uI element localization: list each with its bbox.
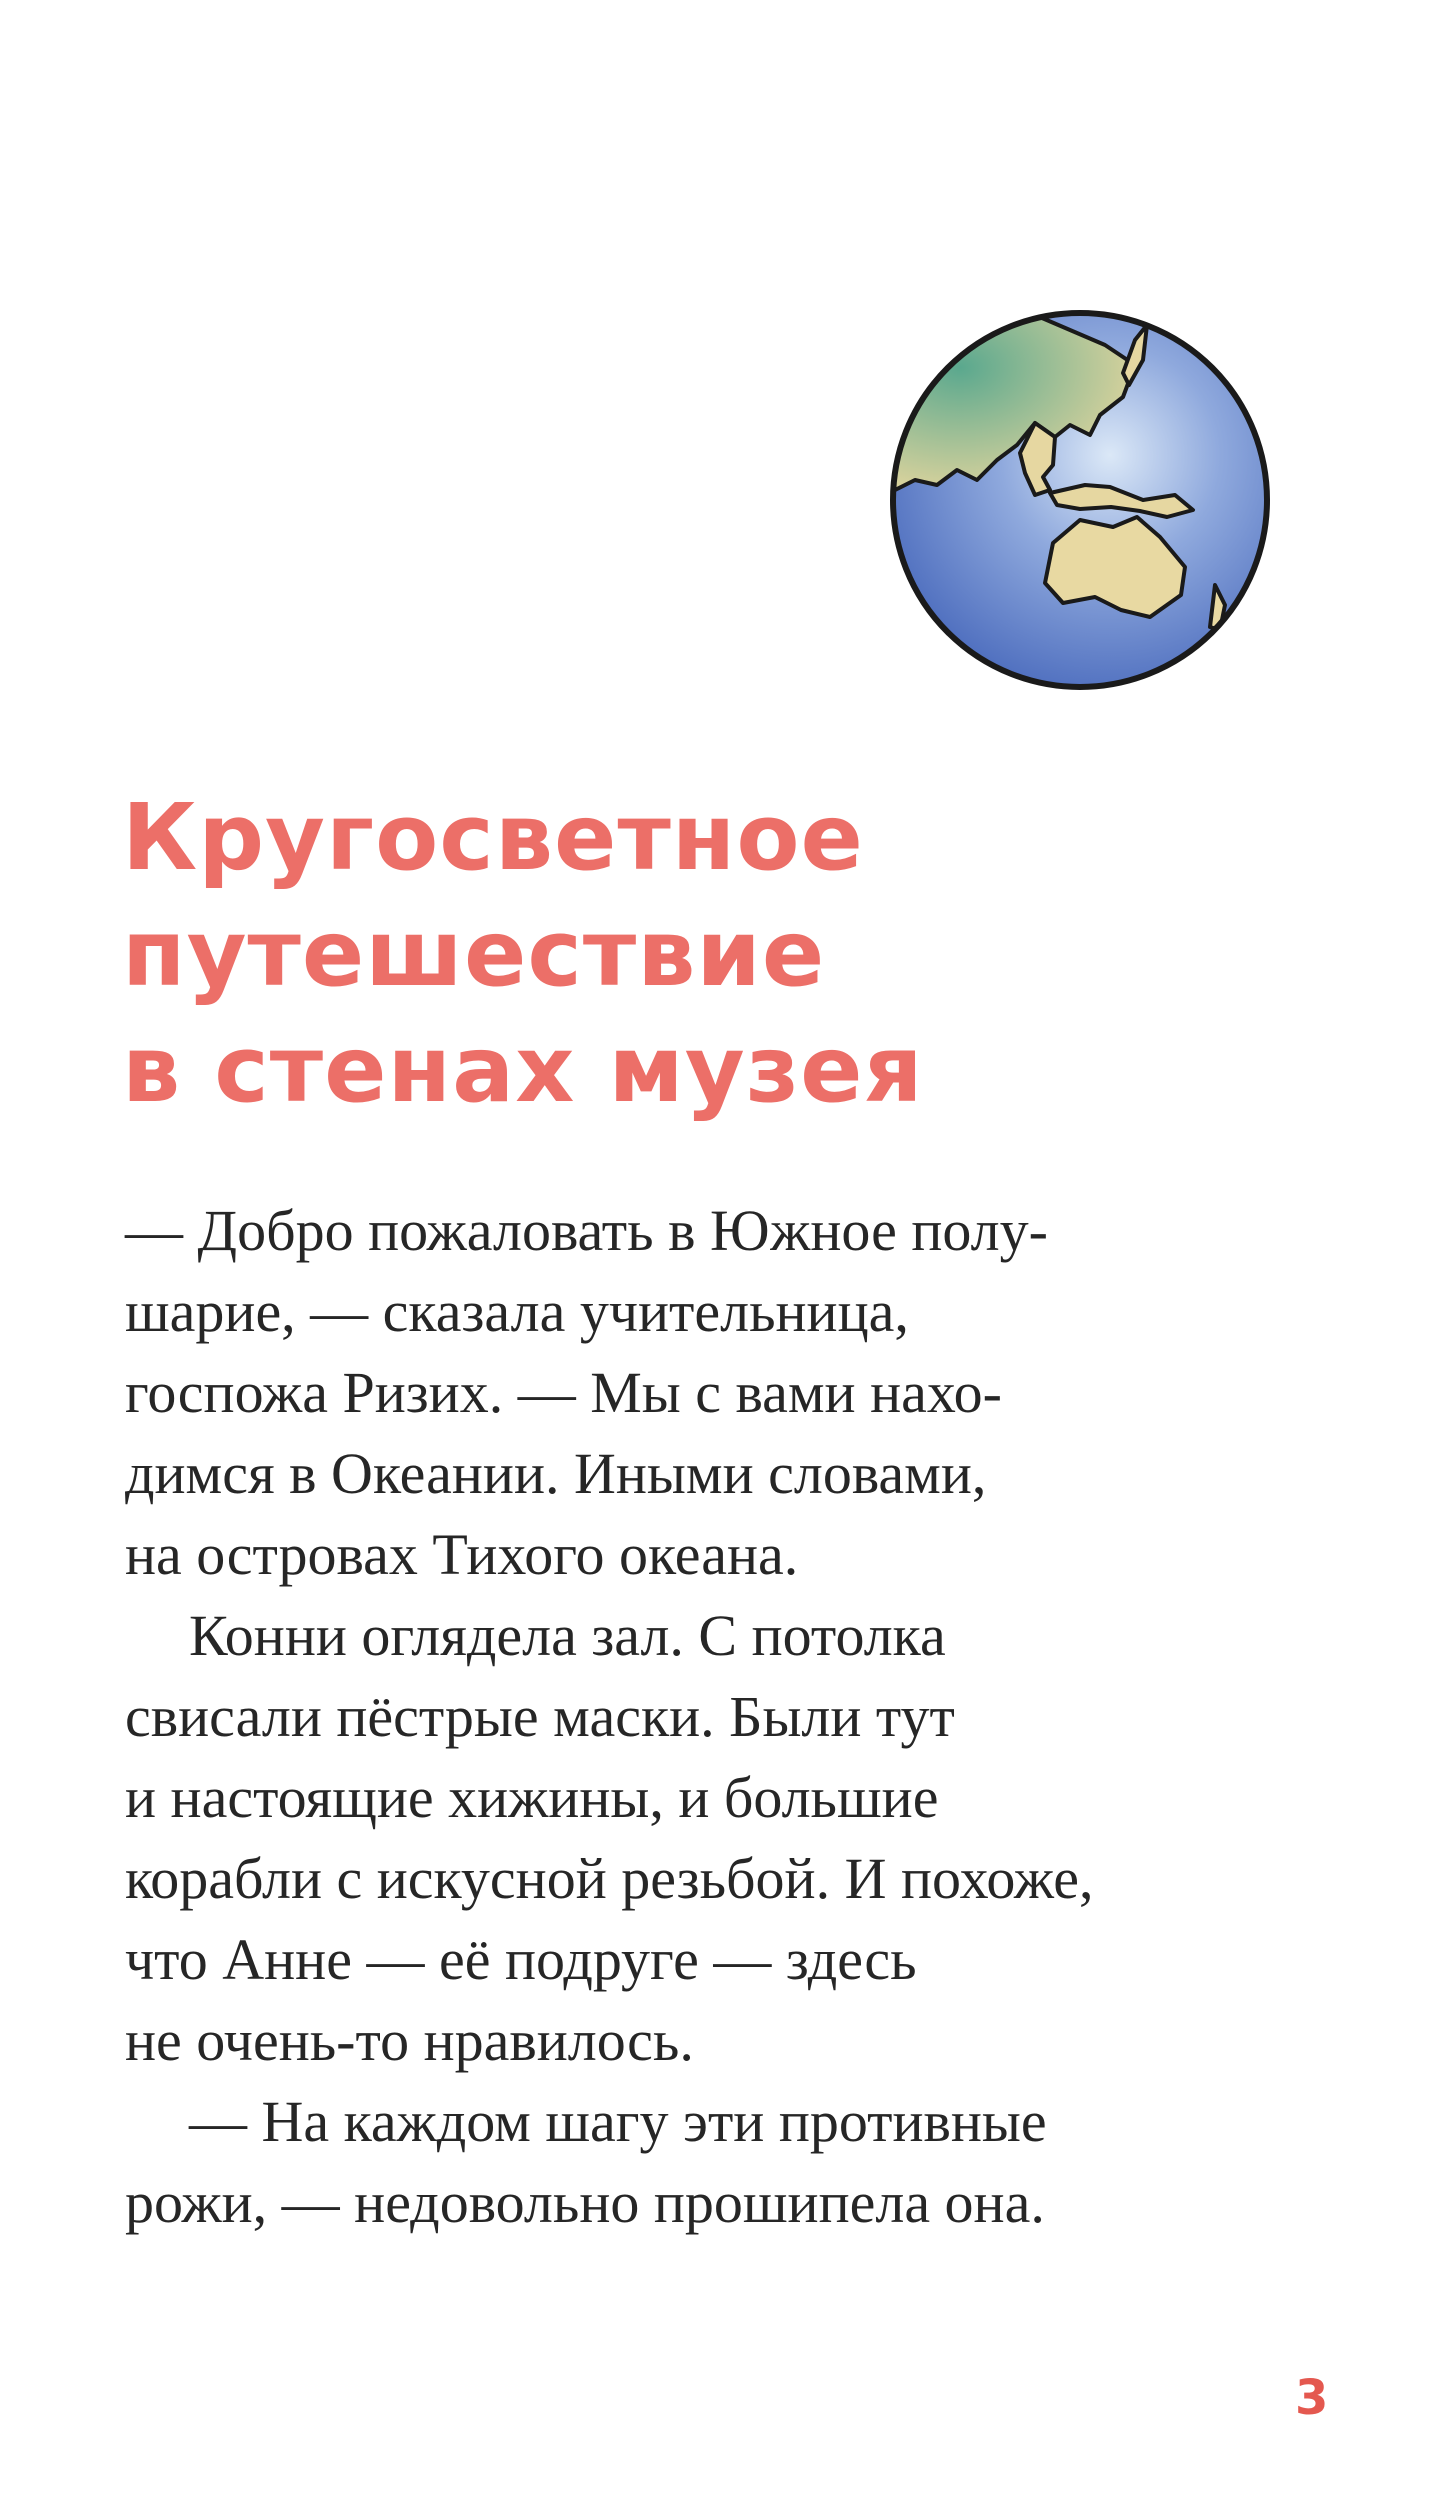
text-line: рожи, — недовольно прошипела она. [125, 2170, 1045, 2235]
text-line: — Добро пожаловать в Южное полу- [125, 1198, 1048, 1263]
chapter-title-line: Кругосветное [122, 784, 864, 891]
text-line: — На каждом шагу эти противные [189, 2089, 1047, 2154]
text-line: на островах Тихого океана. [125, 1522, 799, 1587]
text-line: корабли с искусной резьбой. И похоже, [125, 1846, 1094, 1911]
text-line: Конни оглядела зал. С потолка [189, 1603, 946, 1668]
globe-icon [885, 305, 1275, 695]
text-line: димся в Океании. Иными словами, [125, 1441, 987, 1506]
text-line: свисали пёстрые маски. Были тут [125, 1684, 955, 1749]
page-number: 3 [1295, 2370, 1329, 2426]
text-line: шарие, — сказала учительница, [125, 1279, 909, 1344]
text-line: что Анне — её подруге — здесь [125, 1927, 917, 1992]
text-line: госпожа Ризих. — Мы с вами нахо- [125, 1360, 1002, 1425]
story-text [125, 1190, 1265, 2243]
text-line: и настоящие хижины, и большие [125, 1765, 939, 1830]
text-line: не очень-то нравилось. [125, 2008, 694, 2073]
chapter-title-line: в стенах музея [122, 1016, 924, 1123]
chapter-title [122, 780, 1222, 1128]
chapter-title-line: путешествие [122, 900, 826, 1007]
